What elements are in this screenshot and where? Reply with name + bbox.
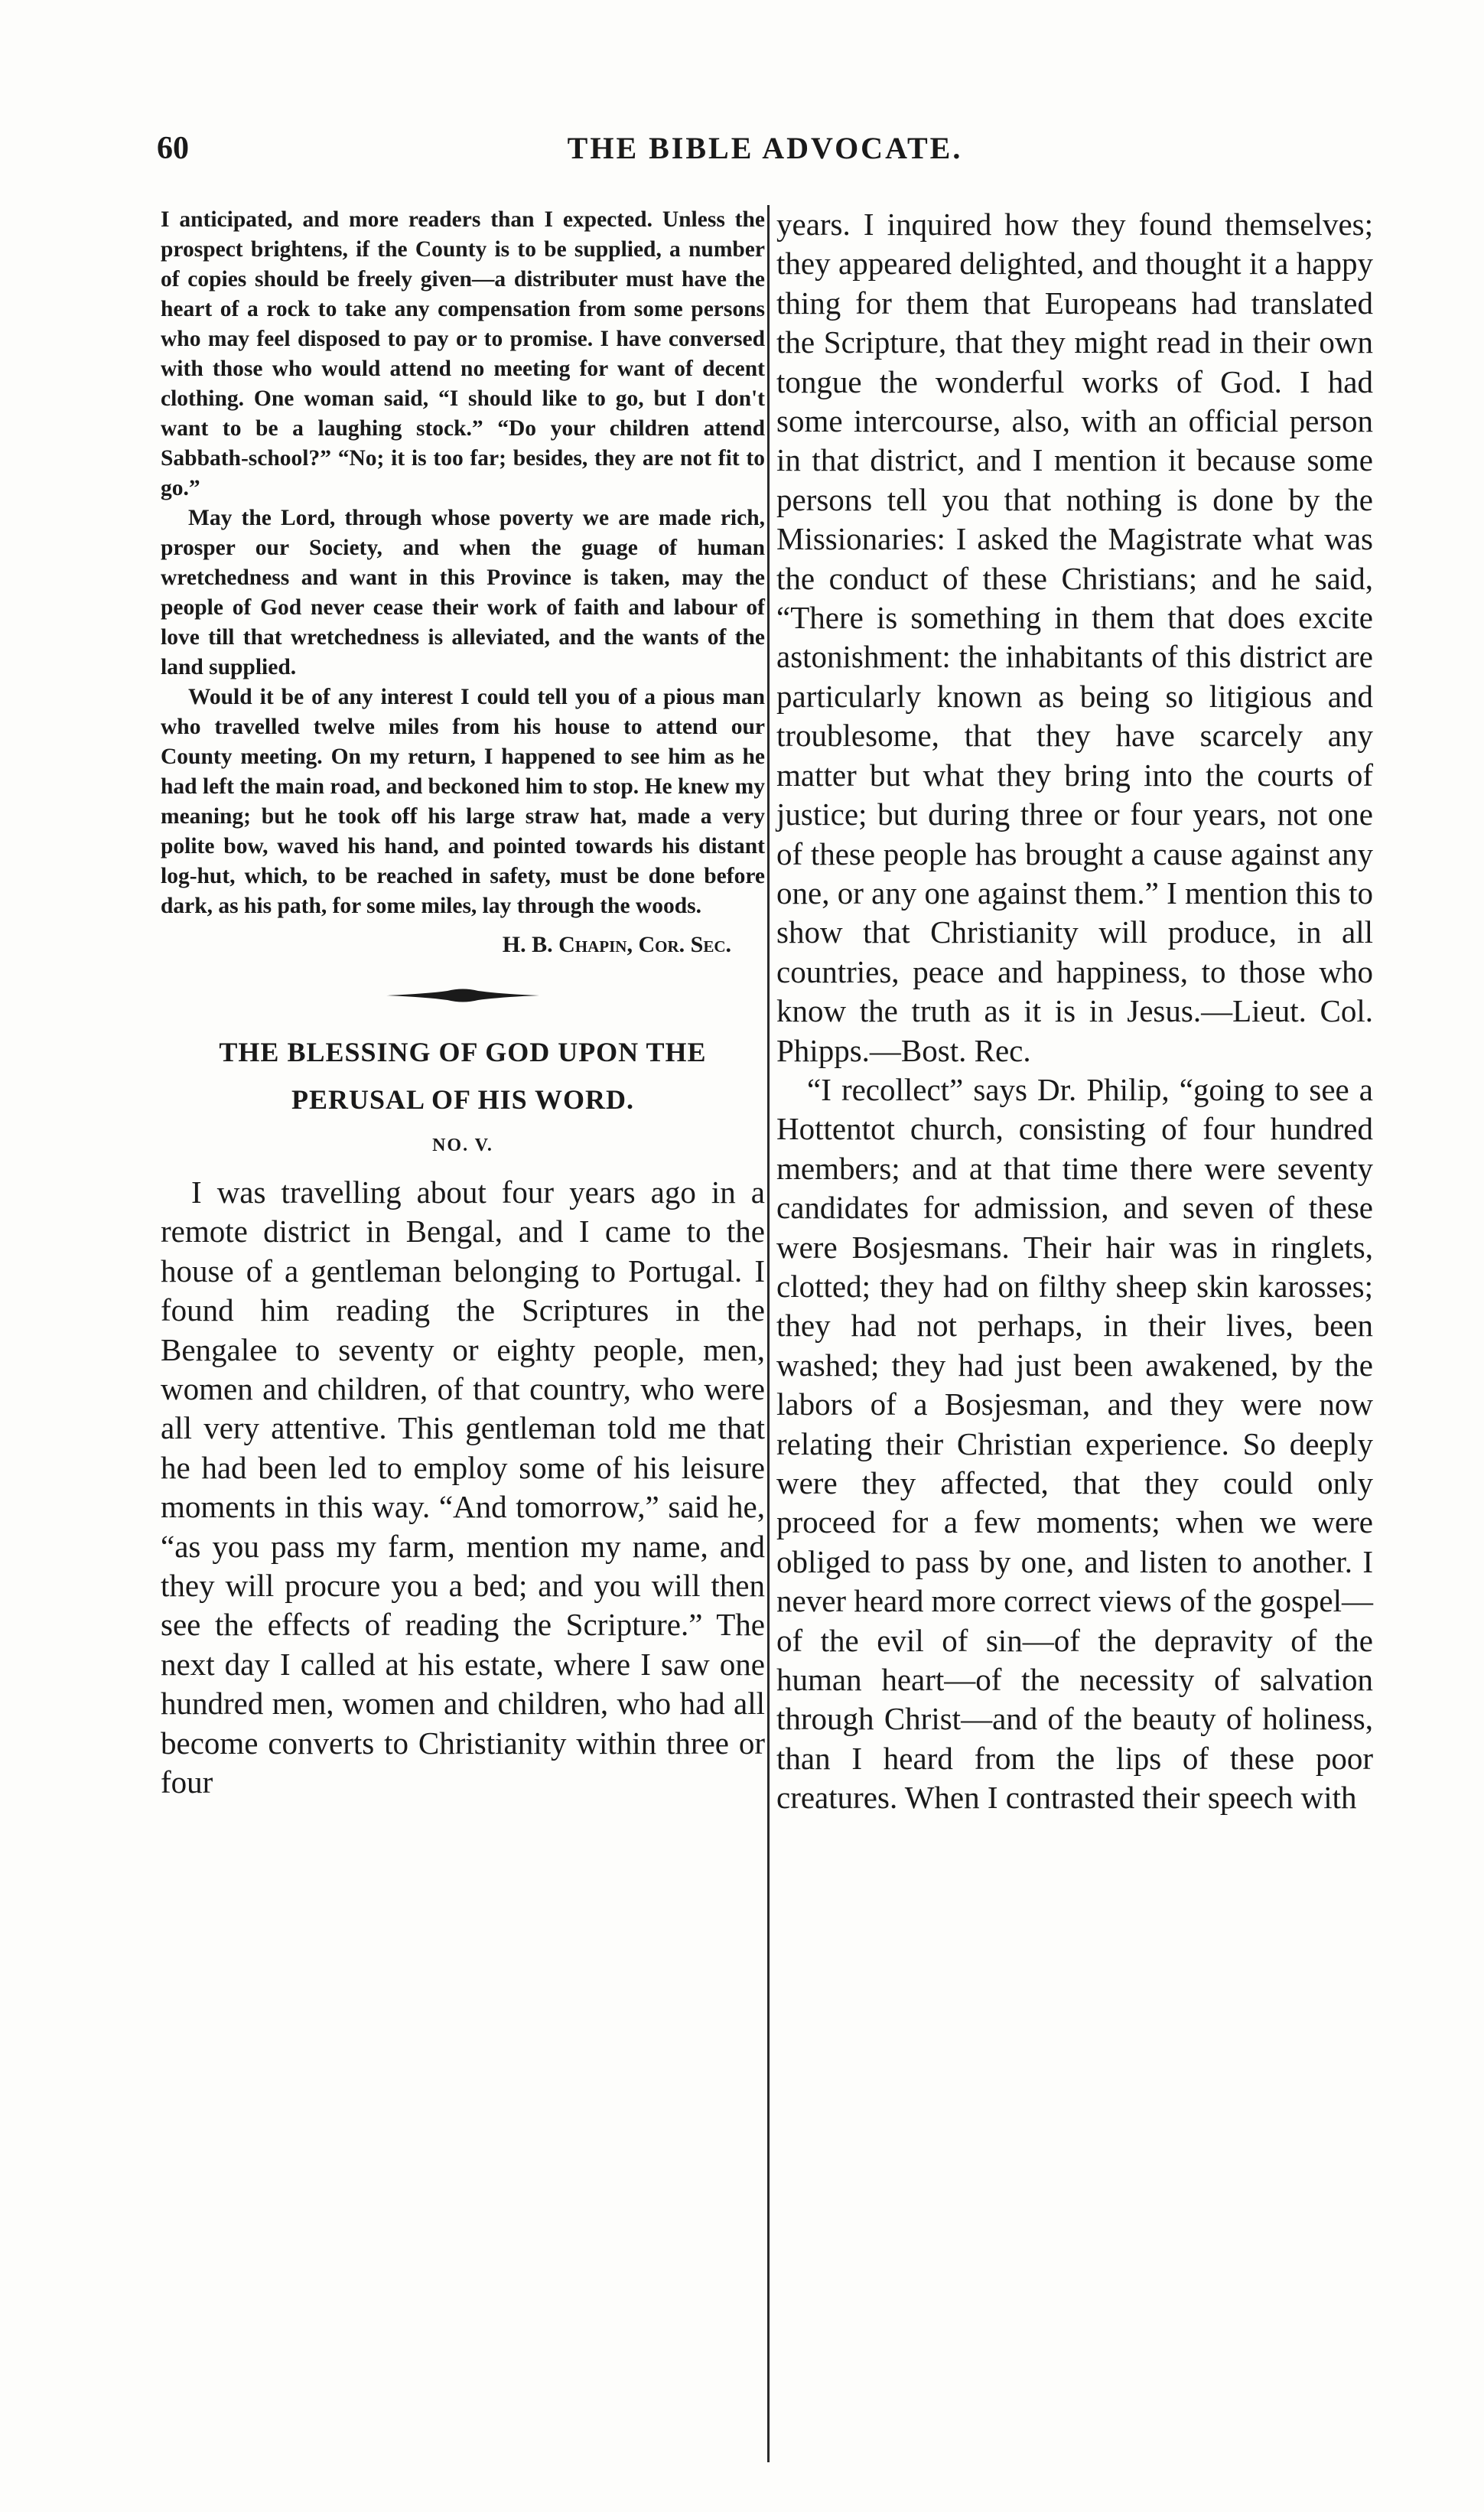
letter-paragraph-1: I anticipated, and more readers than I expected. Unless the prospect brightens, if the County is to be supplied, a number of copies should be freely given—a distributer must have the heart of a rock to take any compensation from some persons who may feel disposed to pay or to promise. I have conversed with those who would attend no meeting for want of decent clothing. One woman said, “I should like to go, but I don't want to be a laughing stock.” “Do your children attend Sabbath-school?” “No; it is too far; besides, they are not fit to go.” (161, 207, 765, 500)
article-number: NO. V. (432, 1135, 493, 1155)
letter-paragraph-2: May the Lord, through whose poverty we are made rich, prosper our Society, and when the guage of human wretchedness and want in this Province is taken, may the people of God never cease their work of faith and labour of love till that wretchedness is alleviated, and the wants of the land supplied. (161, 506, 765, 679)
ornament-divider (371, 986, 555, 1005)
article-paragraph-2: years. I inquired how they found themselves; they appeared delighted, and thought it a happy thing for them that Europeans had translated the Scripture, that they might read in their own tongue the wonderful works of God. I had some intercourse, also, with an official person in that district, and I mention it because some persons tell you that nothing is done by the Missionaries: I asked the Magistrate what was the conduct of these Christians; and he said, “There is something in them that does excite astonishment: the inhabitants of this district are particularly known as being so litigious and troublesome, that they have scarcely any matter but what they bring into the courts of justice; but during three or four years, not one of these people has brought a cause against any one, or any one against them.” I mention this to show that Christianity will produce, in all countries, peace and happiness, to those who know the truth as it is in Jesus.—Lieut. Col. Phipps.—Bost. Rec. (776, 207, 1373, 1068)
signature: H. B. Chapin, Cor. Sec. (502, 932, 731, 957)
right-column (776, 205, 1373, 1818)
letter-paragraph-3: Would it be of any interest I could tell you of a pious man who travelled twelve miles from his house to attend our County meeting. On my return, I happened to see him as he had left the main road, and beckoned him to stop. He knew my meaning; but he took off his large straw hat, made a very polite bow, waved his hand, and pointed towards his distant log-hut, which, to be reached in safety, must be done before dark, as his path, for some miles, lay through the woods. (161, 685, 765, 918)
article-paragraph-1: I was travelling about four years ago in a remote district in Bengal, and I came to the house of a gentleman belonging to Portugal. I found him reading the Scriptures in the Bengalee to seventy or eighty people, men, women and children, of that country, who were all very attentive. This gentleman told me that he had been led to employ some of his leisure moments in this way. “And tomorrow,” said he, “as you pass my farm, mention my name, and they will procure you a bed; and you will then see the effects of reading the Scripture.” The next day I called at his estate, where I saw one hundred men, women and children, who had all become converts to Christianity within three or four (161, 1175, 765, 1800)
page-number: 60 (157, 131, 189, 166)
column-divider (767, 205, 770, 2462)
article-paragraph-3: “I recollect” says Dr. Philip, “going to see a Hottentot church, consisting of four hundred members; and at that time there were seventy candidates for admission, and seven of these were Bosjesmans. Their hair was in ringlets, clotted; they had on filthy sheep skin karosses; they had not perhaps, in their lives, been washed; they had just been awakened, by the labors of a Bosjesman, and they were now relating their Christian experience. So deeply were they affected, that they could only proceed for a few moments; when we were obliged to pass by one, and listen to another. I never heard more correct views of the gospel—of the evil of sin—of the depravity of the human heart—of the necessity of salvation through Christ—and of the beauty of holiness, than I heard from the lips of these poor creatures. When I contrasted their speech with (776, 1071, 1373, 1816)
page-header (157, 130, 1373, 176)
article-title-line-1: THE BLESSING OF GOD UPON THE (219, 1037, 707, 1067)
running-title: THE BIBLE ADVOCATE. (567, 131, 963, 165)
left-column (161, 205, 765, 1803)
article-title-line-2: PERUSAL OF HIS WORD. (291, 1084, 635, 1115)
